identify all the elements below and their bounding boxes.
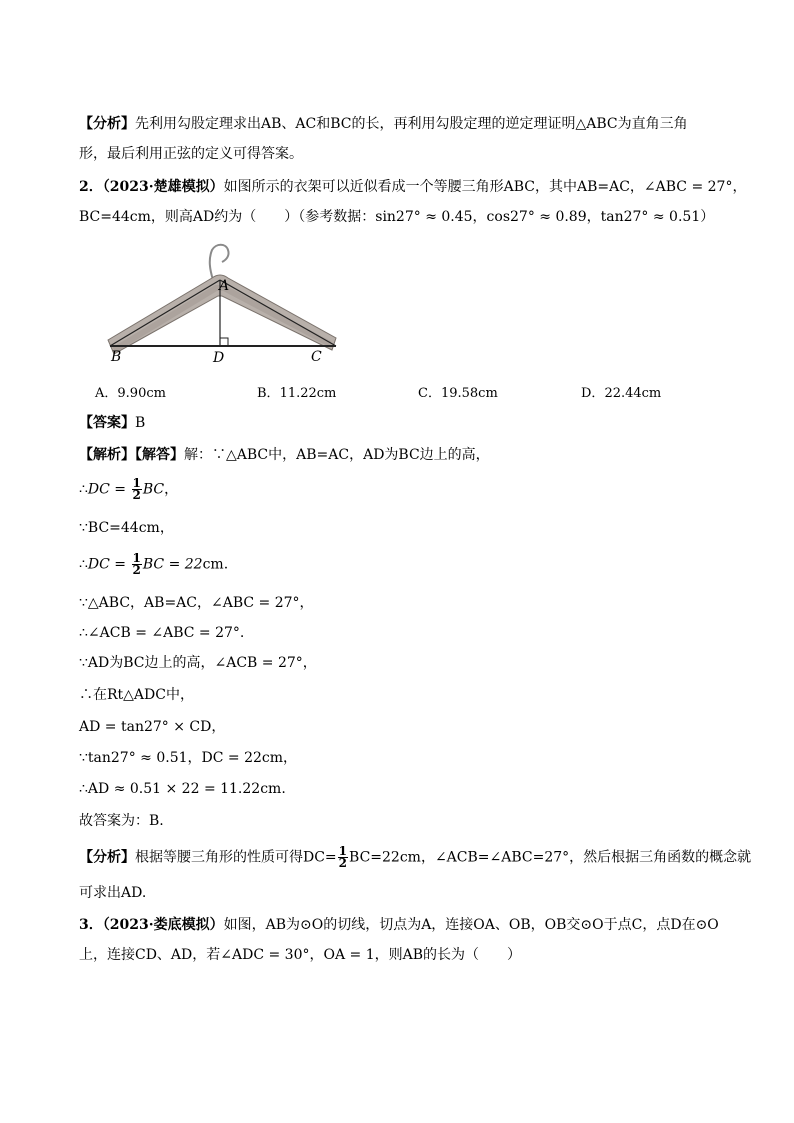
solution-step-2 [79,518,174,538]
option-letter: D． [581,386,605,401]
label-c: C [311,349,322,365]
step-text: ∵△ABC，AB=AC，∠ABC = 27°， [79,595,314,611]
analysis-paragraph-1 [79,114,688,134]
question-source: （2023·娄底模拟） [102,917,224,933]
step-text: ∴在Rt△ADC中， [79,687,194,703]
question-3-stem-cont [79,945,521,965]
option-b[interactable] [257,384,336,404]
analysis-paragraph-1-cont [79,144,303,164]
option-value: 19.58cm [440,386,498,401]
option-letter: B． [257,386,280,401]
solution-intro-text: 解：∵△ABC中，AB=AC，AD为BC边上的高， [184,447,490,463]
hanger-figure [100,240,340,365]
question-text: 如图所示的衣架可以近似看成一个等腰三角形ABC，其中AB=AC，∠ABC = 27°， [223,179,747,195]
fraction [132,553,142,576]
denominator: 2 [132,563,141,577]
step-text: ∵AD为BC边上的高，∠ACB = 27°， [79,655,317,671]
analysis-text-post: BC=22cm，∠ACB=∠ABC=27°，然后根据三角函数的概念就 [349,849,752,866]
question-2-stem-cont [79,207,714,227]
side-ab [110,280,220,346]
question-text-cont: BC=44cm，则高AD约为（ ）（参考数据：sin27° ≈ 0.45，cos27° ≈ 0.89，tan27° ≈ 0.51） [79,209,715,225]
question-text-cont: 上，连接CD、AD，若∠ADC = 30°，OA = 1，则AB的长为（ ） [79,947,522,963]
unit: cm. [202,556,229,573]
solution-step-6 [79,653,317,673]
option-letter: C． [418,386,441,401]
numerator: 1 [132,551,141,565]
numerator: 1 [338,844,348,858]
analysis-paragraph-2 [79,846,751,869]
option-a[interactable] [95,384,166,404]
question-number: 2． [79,179,103,195]
option-value: 9.90cm [117,386,166,401]
analysis-tag: 【分析】 [79,116,135,132]
question-3-stem [79,915,719,935]
answer-value: B [135,415,146,431]
option-c[interactable] [418,384,498,404]
step-text: AD = tan27° × CD， [79,719,226,735]
fraction [338,846,348,869]
equation-lhs: DC = [87,556,131,573]
label-d: D [213,350,225,365]
answer-line [79,413,145,433]
question-source: （2023·楚雄模拟） [102,179,224,195]
denominator: 2 [132,488,141,502]
answer-tag: 【答案】 [79,415,135,431]
equation-lhs: DC = [87,481,131,498]
solution-step-5 [79,623,244,643]
solution-step-1 [79,478,178,501]
step-text: ∴AD ≈ 0.51 × 22 = 11.22cm. [79,781,286,797]
step-text: ∵tan27° ≈ 0.51，DC = 22cm， [79,750,298,766]
analysis-text: 先利用勾股定理求出AB、AC和BC的长，再利用勾股定理的逆定理证明△ABC为直角三角 [135,116,688,132]
solution-step-4 [79,593,314,613]
analysis-paragraph-2-cont [79,883,146,903]
option-value: 22.44cm [604,386,662,401]
question-text: 如图，AB为⊙O的切线，切点为A，连接OA、OB，OB交⊙O于点C，点D在⊙O [223,917,719,933]
punctuation: ， [164,481,179,498]
analysis-tag: 【分析】 [79,849,135,866]
analysis-text-cont: 可求出AD. [79,885,147,901]
equation-rhs: BC [142,481,165,498]
solution-step-10 [79,779,286,799]
label-a: A [219,278,230,294]
option-letter: A． [95,386,118,401]
step-text: ∴∠ACB = ∠ABC = 27°. [79,625,245,641]
solution-tag: 【解析】【解答】 [79,447,184,463]
solution-step-3 [79,553,228,576]
equation-rhs: BC = 22 [142,556,203,573]
analysis-text: 根据等腰三角形的性质可得DC= [135,849,337,866]
denominator: 2 [338,856,348,870]
numerator: 1 [132,476,141,490]
side-ac [220,280,336,346]
question-number: 3． [79,917,103,933]
analysis-text-cont: 形，最后利用正弦的定义可得答案。 [79,146,303,162]
solution-conclusion [79,811,164,831]
step-text: ∵BC=44cm， [79,520,174,536]
solution-step-9 [79,748,297,768]
fraction [132,478,142,501]
therefore-symbol: ∴ [79,481,88,498]
question-2-stem [79,177,746,197]
option-value: 11.22cm [279,386,337,401]
label-b: B [111,349,122,365]
therefore-symbol: ∴ [79,556,88,573]
step-text: 故答案为：B. [79,813,164,829]
right-angle-mark [220,338,228,346]
solution-intro [79,445,490,465]
solution-step-8 [79,717,225,737]
option-d[interactable] [581,384,661,404]
solution-step-7 [79,685,194,705]
